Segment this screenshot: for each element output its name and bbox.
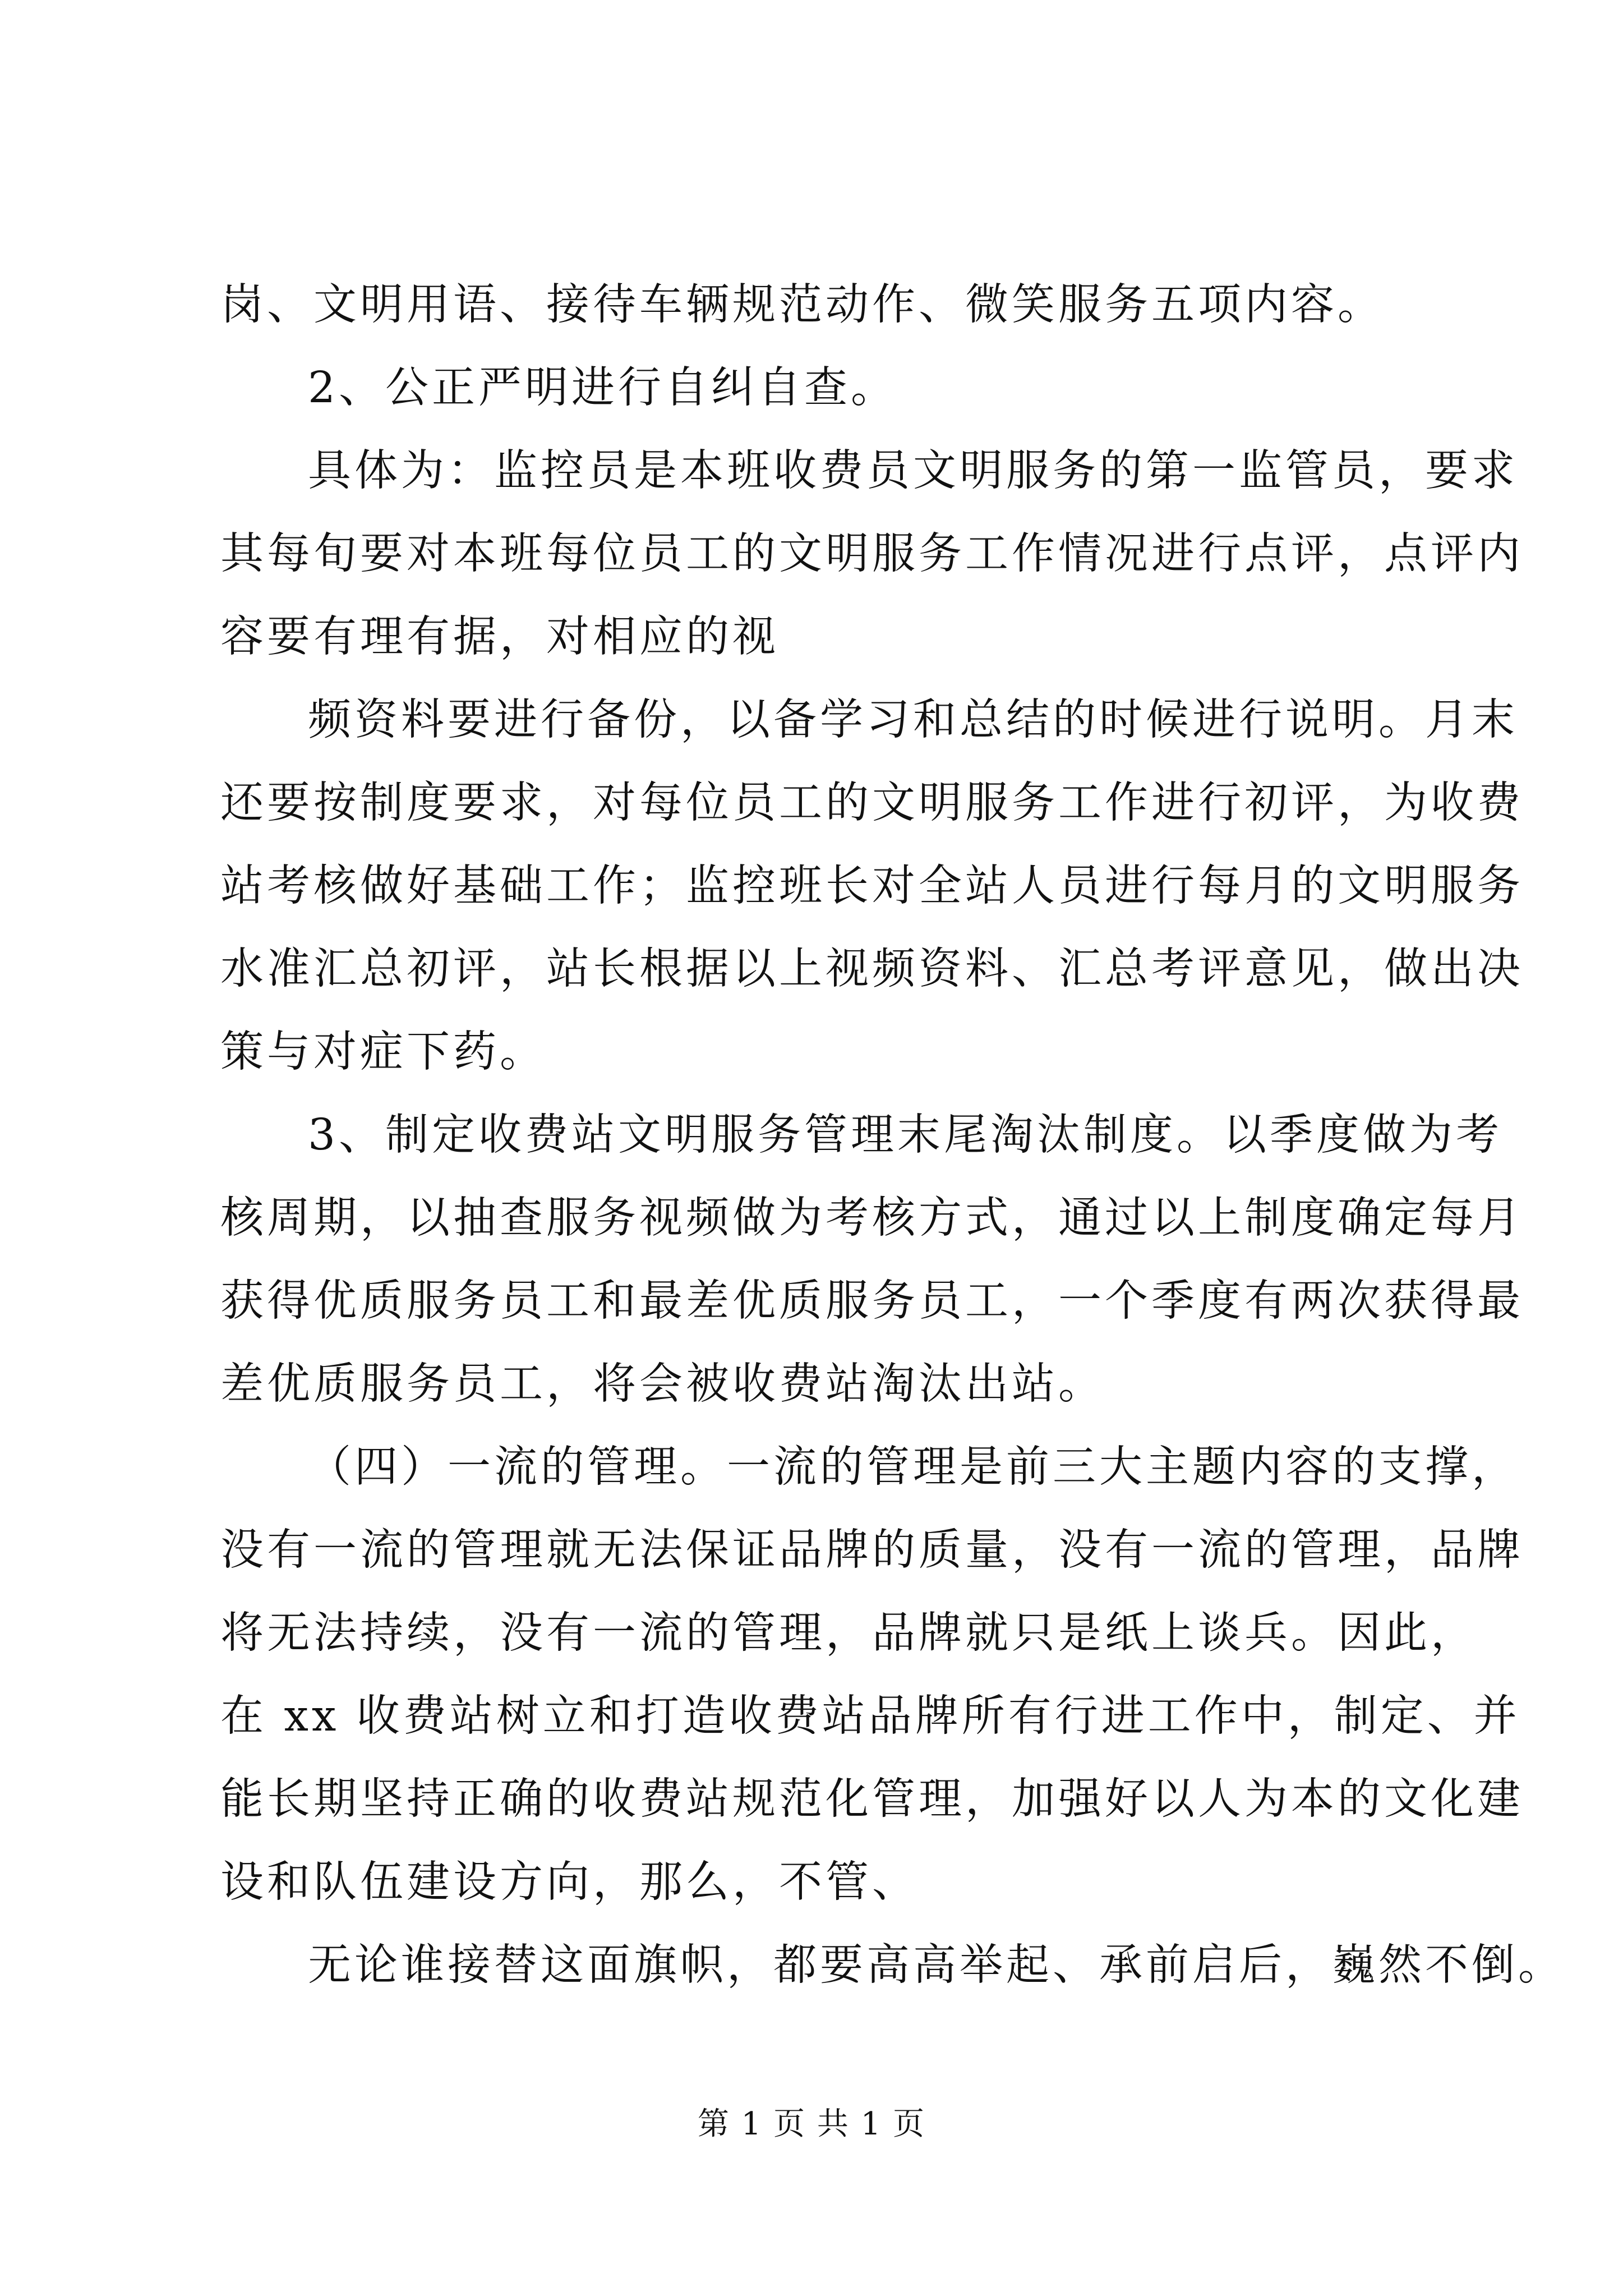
paragraph-line: 频资料要进行备份，以备学习和总结的时候进行说明。月末 (308, 695, 1518, 745)
paragraph-line: 设和队伍建设方向，那么，不管、 (220, 1857, 919, 1907)
paragraph-line: 无论谁接替这面旗帜，都要高高举起、承前启后，巍然不倒。 (308, 1940, 1565, 1990)
document-body (220, 264, 1565, 2007)
paragraph-line: 差优质服务员工，将会被收费站淘汰出站。 (220, 1359, 1105, 1409)
page-number-footer: 第 1 页 共 1 页 (697, 2106, 926, 2142)
paragraph-line: 其每旬要对本班每位员工的文明服务工作情况进行点评，点评内 (220, 529, 1524, 579)
paragraph-line: 核周期，以抽查服务视频做为考核方式，通过以上制度确定每月 (220, 1193, 1524, 1243)
paragraph-line: 还要按制度要求，对每位员工的文明服务工作进行初评，为收费 (220, 778, 1524, 828)
paragraph-line: 2、公正严明进行自纠自查。 (308, 363, 897, 413)
paragraph-line: 能长期坚持正确的收费站规范化管理，加强好以人为本的文化建 (220, 1774, 1524, 1824)
paragraph-line: 将无法持续，没有一流的管理，品牌就只是纸上谈兵。因此， (220, 1608, 1477, 1658)
paragraph-line: 策与对症下药。 (220, 1027, 546, 1077)
paragraph-line: 没有一流的管理就无法保证品牌的质量，没有一流的管理，品牌 (220, 1525, 1524, 1575)
paragraph-line: 具体为：监控员是本班收费员文明服务的第一监管员，要求 (308, 446, 1518, 496)
paragraph-line: 岗、文明用语、接待车辆规范动作、微笑服务五项内容。 (220, 280, 1384, 330)
paragraph-line: 容要有理有据，对相应的视 (220, 612, 779, 662)
paragraph-line: 3、制定收费站文明服务管理末尾淘汰制度。以季度做为考 (308, 1110, 1502, 1160)
paragraph-line: （四）一流的管理。一流的管理是前三大主题内容的支撑， (308, 1442, 1518, 1492)
paragraph-line: 在 xx 收费站树立和打造收费站品牌所有行进工作中，制定、并 (220, 1691, 1520, 1741)
paragraph-line: 获得优质服务员工和最差优质服务员工，一个季度有两次获得最 (220, 1276, 1524, 1326)
paragraph-line: 水准汇总初评，站长根据以上视频资料、汇总考评意见，做出决 (220, 944, 1524, 994)
paragraph-line: 站考核做好基础工作；监控班长对全站人员进行每月的文明服务 (220, 861, 1524, 911)
